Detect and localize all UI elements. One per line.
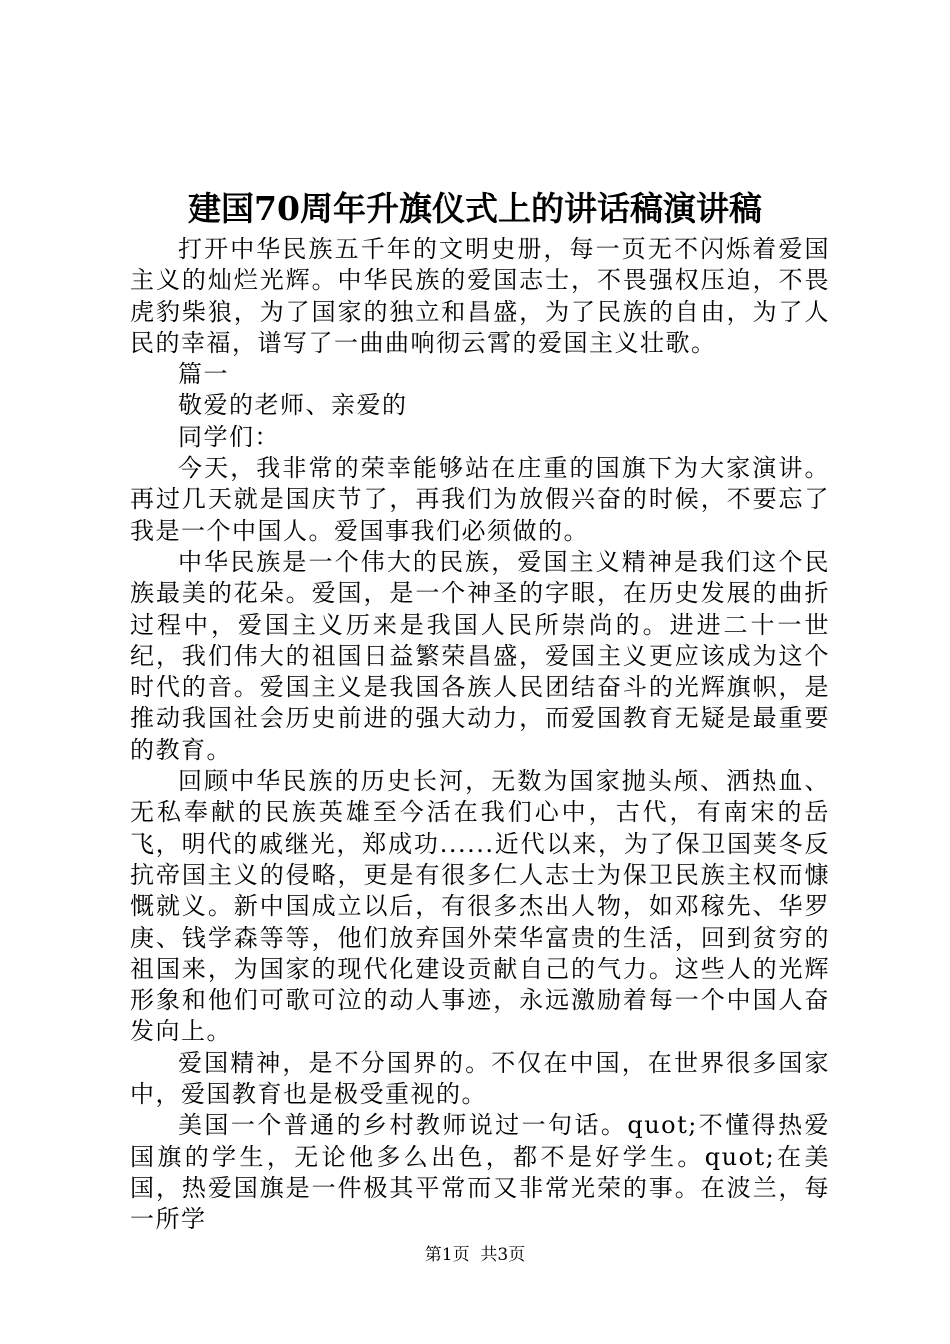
- document-title: 建国70周年升旗仪式上的讲话稿演讲稿: [188, 189, 762, 228]
- paragraph-salutation: 敬爱的老师、亲爱的: [178, 391, 408, 420]
- paragraph-body: 中华民族是一个伟大的民族，爱国主义精神是我们这个民族最美的花朵。爱国，是一个神圣的字眼，在历史发展的曲折过程中，爱国主义历来是我国人民所崇尚的。进进二十一世纪，我们伟大的祖国日益繁荣昌盛，爱国主义更应该成为这个时代的音。爱国主义是我国各族人民团结奋斗的光辉旗帜，是推动我国社会历史前进的强大动力，而爱国教育无疑是最重要的教育。: [130, 547, 830, 764]
- paragraph-salutation-continued: 同学们：: [178, 422, 280, 451]
- page-total: 共3页: [480, 1245, 526, 1265]
- paragraph-body: 爱国精神，是不分国界的。不仅在中国，在世界很多国家中，爱国教育也是极受重视的。: [130, 1048, 830, 1109]
- paragraph-intro: 打开中华民族五千年的文明史册，每一页无不闪烁着爱国主义的灿烂光辉。中华民族的爱国志士，不畏强权压迫，不畏虎豹柴狼，为了国家的独立和昌盛，为了民族的自由，为了人民的幸福，谱写了一曲曲响彻云霄的爱国主义壮歌。: [130, 235, 830, 357]
- paragraph-body: 今天，我非常的荣幸能够站在庄重的国旗下为大家演讲。再过几天就是国庆节了，再我们为放假兴奋的时候，不要忘了我是一个中国人。爱国事我们必须做的。: [130, 454, 830, 545]
- paragraph-section-heading: 篇一: [178, 360, 229, 389]
- page-footer: [0, 1240, 950, 1270]
- paragraph-body: 回顾中华民族的历史长河，无数为国家抛头颅、洒热血、无私奉献的民族英雄至今活在我们心中，古代，有南宋的岳飞，明代的戚继光，郑成功......近代以来，为了保卫国荚冬反抗帝国主义的侵略，更是有很多仁人志士为保卫民族主权而慷慨就义。新中国成立以后，有很多杰出人物，如邓稼先、华罗庚、钱学森等等，他们放弃国外荣华富贵的生活，回到贫穷的祖国来，为国家的现代化建设贡献自己的气力。这些人的光辉形象和他们可歌可泣的动人事迹，永远激励着每一个中国人奋发向上。: [130, 767, 830, 1046]
- page-number: 第1页: [424, 1245, 470, 1265]
- paragraph-body: 美国一个普通的乡村教师说过一句话。quot;不懂得热爱国旗的学生，无论他多么出色，都不是好学生。quot;在美国，热爱国旗是一件极其平常而又非常光荣的事。在波兰，每一所学: [130, 1111, 830, 1234]
- document-body: [130, 234, 830, 1236]
